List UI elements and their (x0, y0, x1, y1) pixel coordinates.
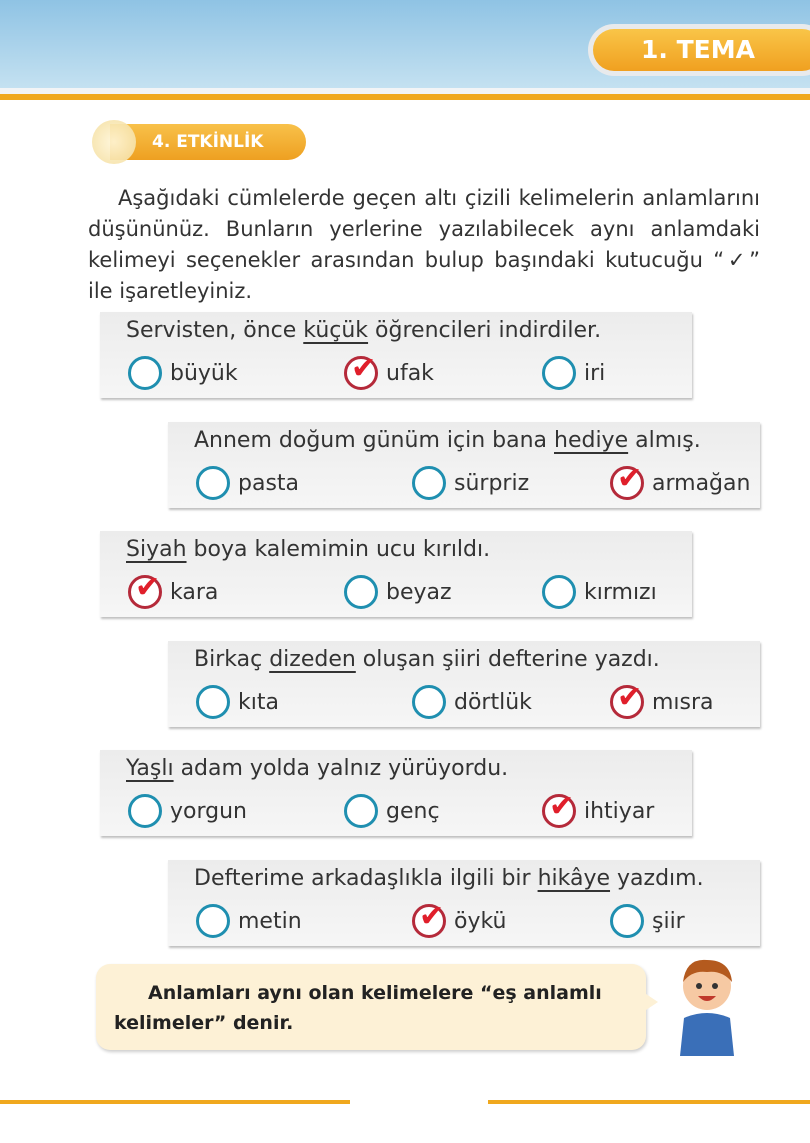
checked-circle-icon[interactable] (128, 575, 162, 609)
option-label: metin (238, 908, 302, 934)
option-label: armağan (652, 470, 751, 496)
underlined-word: hikâye (537, 866, 611, 891)
info-note: Anlamları aynı olan kelimelere “eş anlamlı kelimeler” denir. (96, 964, 646, 1050)
sentence-text: Annem doğum günüm için bana (194, 428, 554, 453)
question-sentence (194, 647, 660, 672)
empty-circle-icon[interactable] (412, 685, 446, 719)
answer-option[interactable] (344, 575, 452, 609)
empty-circle-icon[interactable] (610, 904, 644, 938)
scroll-icon (92, 120, 136, 164)
option-label: ufak (386, 360, 434, 386)
answer-option[interactable] (196, 685, 279, 719)
option-label: kara (170, 579, 219, 605)
empty-circle-icon[interactable] (344, 794, 378, 828)
checked-circle-icon[interactable] (610, 466, 644, 500)
theme-badge (588, 24, 810, 76)
answer-option[interactable] (542, 794, 654, 828)
sentence-text: Defterime arkadaşlıkla ilgili bir (194, 866, 538, 891)
boy-illustration-icon (672, 952, 742, 1056)
option-label: iri (584, 360, 606, 386)
question-sentence (126, 756, 508, 781)
empty-circle-icon[interactable] (196, 904, 230, 938)
option-label: ihtiyar (584, 798, 655, 824)
underlined-word: Yaşlı (126, 756, 174, 781)
checked-circle-icon[interactable] (542, 794, 576, 828)
checked-circle-icon[interactable] (610, 685, 644, 719)
sentence-text: adam yolda yalnız yürüyordu. (173, 756, 509, 781)
checked-circle-icon[interactable] (344, 356, 378, 390)
question-sentence (126, 537, 490, 562)
question-card (168, 422, 760, 508)
empty-circle-icon[interactable] (542, 356, 576, 390)
underlined-word: küçük (303, 318, 369, 343)
option-label: beyaz (386, 579, 452, 605)
answer-option[interactable] (196, 466, 299, 500)
option-label: kırmızı (584, 579, 657, 605)
footer-gap (350, 1098, 488, 1106)
answer-option[interactable] (128, 575, 218, 609)
answer-option[interactable] (344, 794, 440, 828)
sentence-text: yazdım. (610, 866, 704, 891)
answer-option[interactable] (610, 466, 750, 500)
option-label: kıta (238, 689, 279, 715)
answer-option[interactable] (542, 575, 657, 609)
option-label: pasta (238, 470, 300, 496)
empty-circle-icon[interactable] (412, 466, 446, 500)
empty-circle-icon[interactable] (196, 685, 230, 719)
answer-option[interactable] (128, 356, 238, 390)
option-label: dörtlük (454, 689, 532, 715)
empty-circle-icon[interactable] (196, 466, 230, 500)
answer-option[interactable] (610, 685, 714, 719)
empty-circle-icon[interactable] (344, 575, 378, 609)
sentence-text: öğrencileri indirdiler. (368, 318, 602, 343)
question-card (168, 860, 760, 946)
answer-option[interactable] (196, 904, 302, 938)
option-label: mısra (652, 689, 714, 715)
option-label: şiir (652, 908, 685, 934)
sentence-text: almış. (628, 428, 701, 453)
question-card (100, 312, 692, 398)
instructions: Aşağıdaki cümlelerde geçen altı çizili kelimelerin anlamlarını düşününüz. Bunların yerlerine yazılabilecek aynı anlamdaki kelimeyi seçenekler arasından bulup başındaki kutucuğu “✓” ile işaretleyiniz. (88, 186, 760, 303)
empty-circle-icon[interactable] (542, 575, 576, 609)
speech-bubble-tail (640, 990, 658, 1014)
option-label: sürpriz (454, 470, 530, 496)
answer-option[interactable] (128, 794, 247, 828)
empty-circle-icon[interactable] (128, 356, 162, 390)
header-orange-line (0, 94, 810, 100)
question-sentence (126, 318, 601, 343)
answer-option[interactable] (610, 904, 685, 938)
option-label: yorgun (170, 798, 247, 824)
underlined-word: dizeden (269, 647, 356, 672)
sentence-text: Servisten, önce (126, 318, 304, 343)
option-label: büyük (170, 360, 238, 386)
underlined-word: hediye (554, 428, 629, 453)
question-sentence (194, 866, 704, 891)
empty-circle-icon[interactable] (128, 794, 162, 828)
answer-option[interactable] (412, 904, 507, 938)
activity-label: 4. ETKİNLİK (152, 132, 264, 152)
answer-option[interactable] (344, 356, 434, 390)
activity-badge (110, 124, 306, 160)
answer-option[interactable] (412, 685, 532, 719)
underlined-word: Siyah (126, 537, 187, 562)
sentence-text: oluşan şiiri defterine yazdı. (355, 647, 660, 672)
question-card (168, 641, 760, 727)
option-label: genç (386, 798, 440, 824)
sentence-text: boya kalemimin ucu kırıldı. (186, 537, 491, 562)
question-card (100, 531, 692, 617)
checked-circle-icon[interactable] (412, 904, 446, 938)
sentence-text: Birkaç (194, 647, 270, 672)
answer-option[interactable] (542, 356, 605, 390)
option-label: öykü (454, 908, 507, 934)
answer-option[interactable] (412, 466, 529, 500)
question-card (100, 750, 692, 836)
question-sentence (194, 428, 701, 453)
theme-label: 1. TEMA (593, 29, 810, 71)
